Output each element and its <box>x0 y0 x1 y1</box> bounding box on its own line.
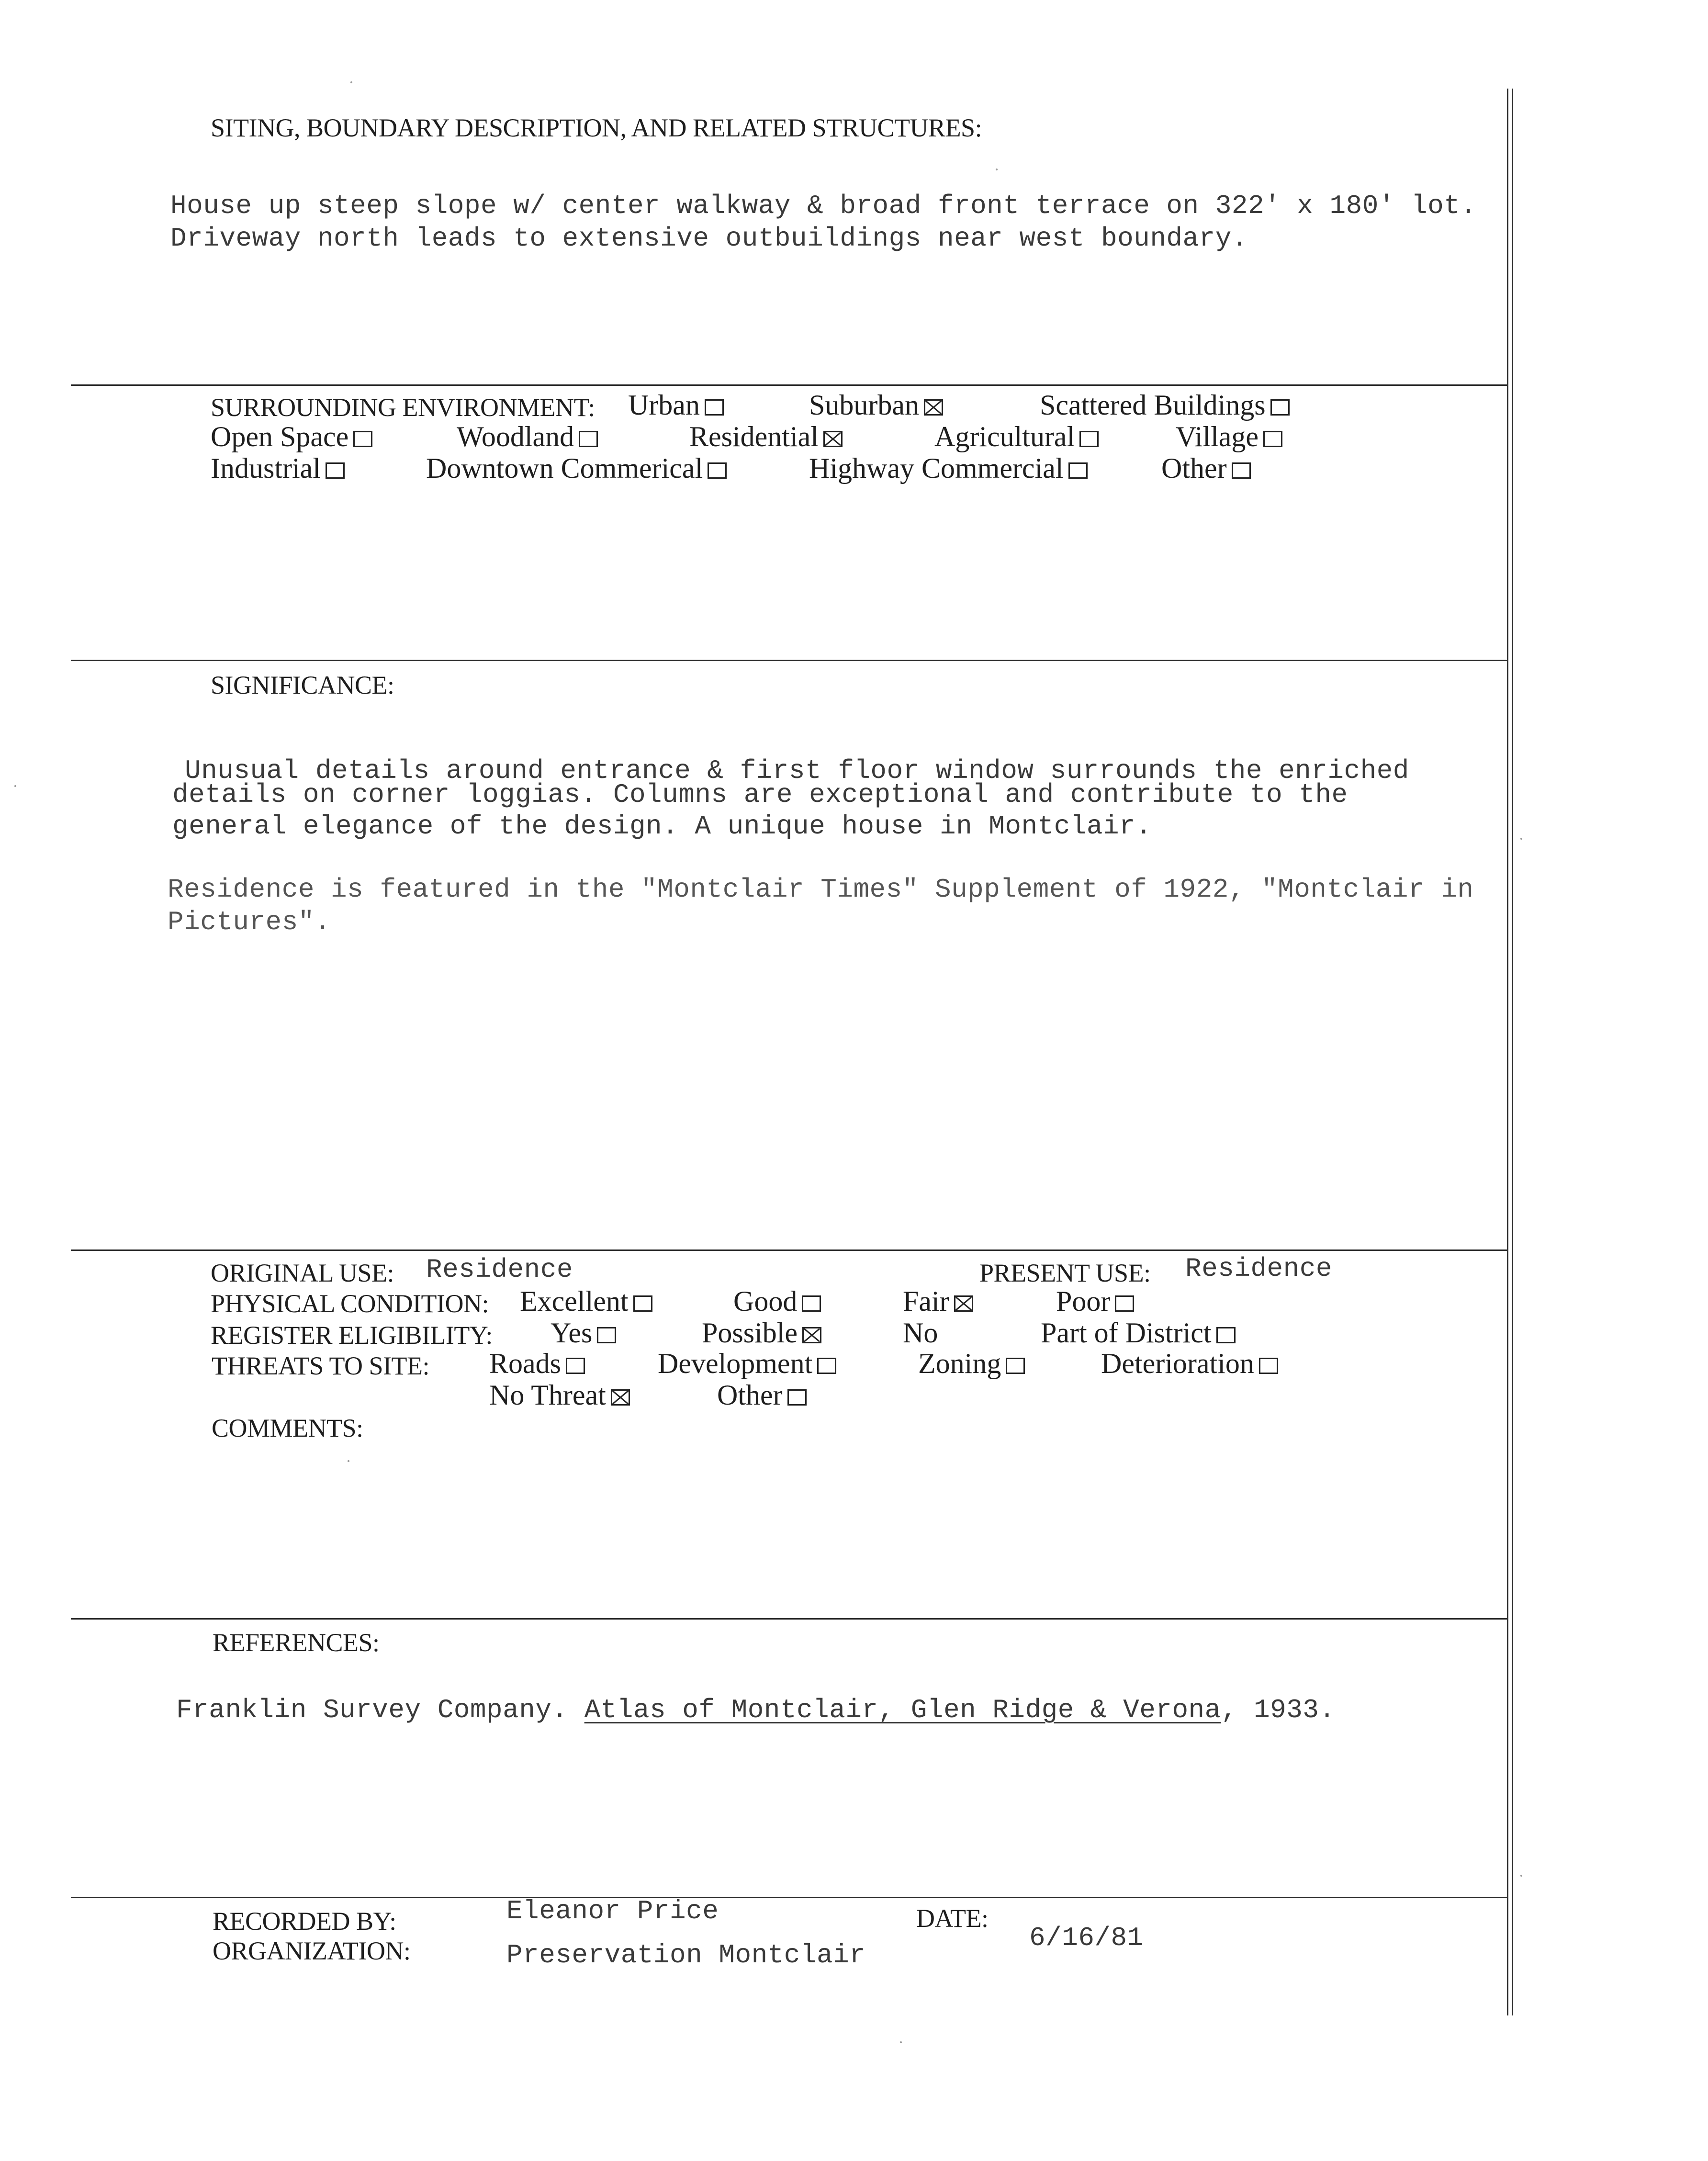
threat-other: Other <box>717 1379 807 1412</box>
section-divider <box>71 1249 1508 1251</box>
comments-label: COMMENTS: <box>212 1414 363 1442</box>
reference-author: Franklin Survey Company. <box>176 1695 568 1725</box>
original-use-label: ORIGINAL USE: <box>211 1259 394 1287</box>
scan-speck <box>900 2041 902 2043</box>
date-value: 6/16/81 <box>1029 1923 1144 1953</box>
downtown-commercial-checkbox[interactable] <box>708 462 727 479</box>
other-threat-checkbox[interactable] <box>787 1389 807 1406</box>
part-of-district-checkbox[interactable] <box>1216 1327 1236 1343</box>
original-use-value: Residence <box>426 1254 573 1285</box>
eligibility-possible-checkbox[interactable] <box>802 1327 821 1343</box>
residential-checkbox[interactable] <box>823 431 843 447</box>
scan-speck <box>348 1460 349 1462</box>
threat-development: Development <box>658 1347 836 1380</box>
other-environment-checkbox[interactable] <box>1232 462 1251 479</box>
eligibility-part-of-district: Part of District <box>1041 1317 1236 1350</box>
condition-good: Good <box>733 1285 821 1318</box>
eligibility-no: No <box>903 1317 938 1349</box>
good-checkbox[interactable] <box>802 1295 821 1312</box>
environment-heading: SURROUNDING ENVIRONMENT: <box>211 393 595 422</box>
significance-line-3: general elegance of the design. A unique house in Montclair. <box>172 811 1152 842</box>
eligibility-possible: Possible <box>702 1317 821 1350</box>
section-divider <box>71 1897 1508 1898</box>
reference-year: , 1933. <box>1221 1695 1336 1725</box>
organization-label: ORGANIZATION: <box>213 1936 411 1965</box>
env-option-agricultural: Agricultural <box>934 420 1099 453</box>
urban-checkbox[interactable] <box>705 399 724 416</box>
significance-line-2: details on corner loggias. Columns are exceptional and contribute to the <box>172 779 1348 810</box>
date-label: DATE: <box>916 1904 989 1933</box>
threat-deterioration: Deterioration <box>1101 1347 1278 1380</box>
village-checkbox[interactable] <box>1263 431 1282 447</box>
env-option-scattered-buildings: Scattered Buildings <box>1040 389 1290 422</box>
agricultural-checkbox[interactable] <box>1079 431 1099 447</box>
env-option-suburban: Suburban <box>809 389 943 422</box>
scan-speck <box>14 785 16 787</box>
env-option-village: Village <box>1176 420 1282 453</box>
fair-checkbox[interactable] <box>954 1295 973 1312</box>
highway-commercial-checkbox[interactable] <box>1068 462 1088 479</box>
scan-speck <box>1520 838 1522 840</box>
scan-speck <box>996 169 998 170</box>
condition-fair: Fair <box>903 1285 973 1318</box>
condition-excellent: Excellent <box>520 1285 652 1318</box>
threat-zoning: Zoning <box>918 1347 1025 1380</box>
env-option-downtown-commercial: Downtown Commerical <box>426 452 727 485</box>
threat-no-threat: No Threat <box>489 1379 630 1412</box>
recorded-by-value: Eleanor Price <box>506 1896 719 1926</box>
physical-condition-label: PHYSICAL CONDITION: <box>211 1289 489 1318</box>
suburban-checkbox[interactable] <box>924 399 943 416</box>
section-divider <box>71 1618 1508 1620</box>
env-option-residential: Residential <box>689 420 843 453</box>
present-use-value: Residence <box>1185 1253 1332 1284</box>
no-threat-checkbox[interactable] <box>611 1389 630 1406</box>
reference-title: Atlas of Montclair, Glen Ridge & Verona <box>584 1695 1221 1725</box>
reference-entry <box>176 1695 1336 1725</box>
env-option-woodland: Woodland <box>457 420 598 453</box>
present-use-label: PRESENT USE: <box>979 1259 1151 1287</box>
scan-speck <box>1520 1875 1522 1877</box>
siting-line-2: Driveway north leads to extensive outbuildings near west boundary. <box>170 223 1248 254</box>
threats-label: THREATS TO SITE: <box>212 1351 430 1380</box>
register-eligibility-label: REGISTER ELIGIBILITY: <box>211 1321 493 1350</box>
section-divider <box>71 384 1508 386</box>
roads-checkbox[interactable] <box>566 1358 585 1374</box>
env-option-other: Other <box>1161 452 1251 485</box>
eligibility-yes-checkbox[interactable] <box>597 1327 616 1343</box>
condition-poor: Poor <box>1056 1285 1134 1318</box>
organization-value: Preservation Montclair <box>506 1940 866 1970</box>
development-checkbox[interactable] <box>817 1358 836 1374</box>
woodland-checkbox[interactable] <box>579 431 598 447</box>
section-divider <box>71 660 1508 661</box>
poor-checkbox[interactable] <box>1115 1295 1134 1312</box>
open-space-checkbox[interactable] <box>353 431 372 447</box>
env-option-industrial: Industrial <box>211 452 345 485</box>
siting-line-1: House up steep slope w/ center walkway & broad front terrace on 322' x 180' lot. <box>170 191 1477 221</box>
significance-line-1: Unusual details around entrance & first floor window surrounds the enriched <box>185 755 1409 786</box>
recorded-by-label: RECORDED BY: <box>213 1907 396 1936</box>
significance-line-5: Pictures". <box>168 907 331 937</box>
right-border-line-inner <box>1512 89 1513 2015</box>
significance-line-4: Residence is featured in the "Montclair Times" Supplement of 1922, "Montclair in <box>168 874 1474 905</box>
env-option-urban: Urban <box>628 389 724 422</box>
zoning-checkbox[interactable] <box>1006 1358 1025 1374</box>
threat-roads: Roads <box>489 1347 585 1380</box>
env-option-highway-commercial: Highway Commercial <box>809 452 1088 485</box>
siting-heading: SITING, BOUNDARY DESCRIPTION, AND RELATED STRUCTURES: <box>211 113 982 142</box>
excellent-checkbox[interactable] <box>633 1295 652 1312</box>
deterioration-checkbox[interactable] <box>1259 1358 1278 1374</box>
right-border-line <box>1507 89 1508 2015</box>
scan-speck <box>350 81 352 83</box>
scattered-buildings-checkbox[interactable] <box>1270 399 1290 416</box>
industrial-checkbox[interactable] <box>326 462 345 479</box>
references-heading: REFERENCES: <box>213 1628 380 1657</box>
significance-heading: SIGNIFICANCE: <box>211 671 394 699</box>
env-option-open-space: Open Space <box>211 420 372 453</box>
eligibility-yes: Yes <box>551 1317 616 1350</box>
